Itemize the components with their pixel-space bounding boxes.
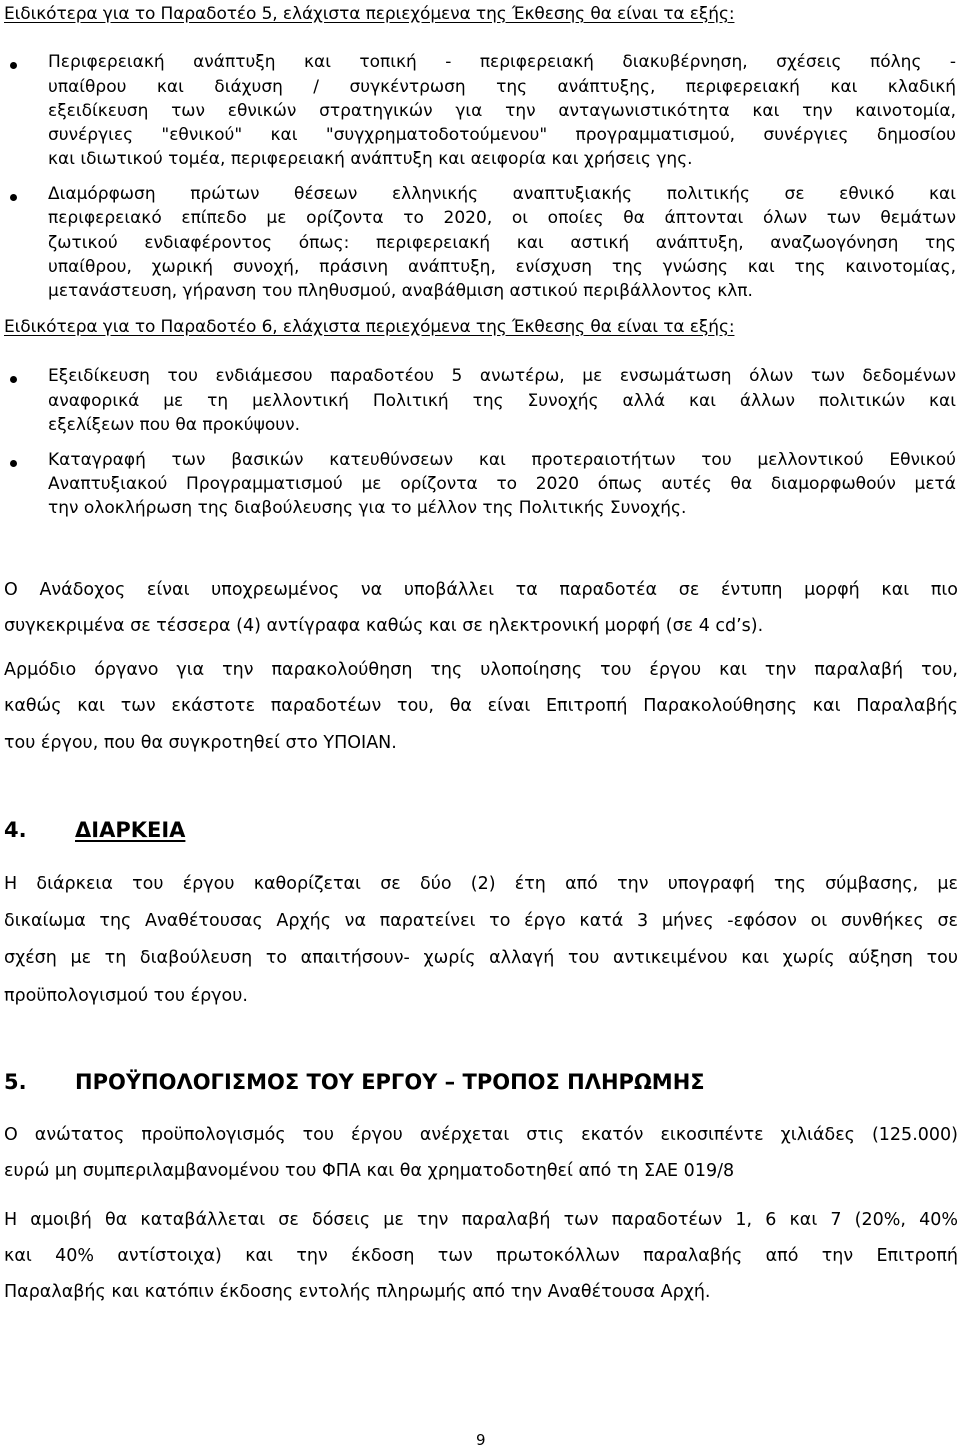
text-line: υπαίθρου, χωρική συνοχή, πράσινη ανάπτυξη, ενίσχυση της γνώσης και της καινοτομίας,	[48, 257, 956, 277]
text-line: ευρώ μη συμπεριλαμβανομένου του ΦΠΑ και θα χρηματοδοτηθεί από τη ΣΑΕ 019/8	[4, 1161, 735, 1181]
text-line: Εξειδίκευση του ενδιάμεσου παραδοτέου 5 ανωτέρω, με ενσωμάτωση όλων των δεδομένων	[48, 366, 956, 386]
text-line: εξελίξεων που θα προκύψουν.	[48, 415, 300, 435]
text-line: Η αμοιβή θα καταβάλλεται σε δόσεις με την παραλαβή των παραδοτέων 1, 6 και 7 (20%, 40%	[4, 1210, 958, 1230]
bullet-icon	[10, 460, 17, 467]
text-line: Περιφερειακή ανάπτυξη και τοπική - περιφερειακή διακυβέρνηση, σχέσεις πόλης -	[48, 52, 956, 72]
text-line: καθώς και των εκάστοτε παραδοτέων του, θα είναι Επιτροπή Παρακολούθησης και Παραλαβής	[4, 696, 958, 716]
text-line: εξειδίκευση των εθνικών στρατηγικών για την ανταγωνιστικότητα και την καινοτομία,	[48, 101, 956, 121]
bullet-icon	[10, 62, 17, 69]
text-line: Αρμόδιο όργανο για την παρακολούθηση της υλοποίησης του έργου και την παραλαβή του,	[4, 660, 958, 680]
text-line: και 40% αντίστοιχα) και την έκδοση των πρωτοκόλλων παραλαβής από την Επιτροπή	[4, 1246, 958, 1266]
section4-title: ΔΙΑΡΚΕΙΑ	[75, 818, 186, 842]
text-line: αναφορικά με τη μελλοντική Πολιτική της Συνοχής αλλά και άλλων πολιτικών και	[48, 391, 956, 411]
text-line: Ο Ανάδοχος είναι υποχρεωμένος να υποβάλλει τα παραδοτέα σε έντυπη μορφή και πιο	[4, 580, 958, 600]
text-line: σχέση με τη διαβούλευση το απαιτήσουν- χωρίς αλλαγή του αντικειμένου και χωρίς αύξηση του	[4, 948, 958, 968]
text-line: ζωτικού ενδιαφέροντος όπως: περιφερειακή και αστική ανάπτυξη, αναζωογόνηση της	[48, 233, 956, 253]
page-number: 9	[476, 1431, 486, 1449]
bullet-icon	[10, 194, 17, 201]
text-line: Η διάρκεια του έργου καθορίζεται σε δύο (2) έτη από την υπογραφή της σύμβασης, με	[4, 874, 958, 894]
text-line: Αναπτυξιακού Προγραμματισμού με ορίζοντα το 2020 όπως αυτές θα διαμορφωθούν μετά	[48, 474, 956, 494]
section4-number: 4.	[4, 818, 27, 842]
deliverable6-heading: Ειδικότερα για το Παραδοτέο 6, ελάχιστα περιεχόμενα της Έκθεσης θα είναι τα εξής:	[4, 317, 735, 337]
text-line: την ολοκλήρωση της διαβούλευσης για το μέλλον της Πολιτικής Συνοχής.	[48, 498, 687, 518]
deliverable5-heading: Ειδικότερα για το Παραδοτέο 5, ελάχιστα περιεχόμενα της Έκθεσης θα είναι τα εξής:	[4, 4, 735, 24]
text-line: περιφερειακό επίπεδο με ορίζοντα το 2020, οι οποίες θα άπτονται όλων των θεμάτων	[48, 208, 956, 228]
text-line: δικαίωμα της Αναθέτουσας Αρχής να παρατείνει το έργο κατά 3 μήνες -εφόσον οι συνθήκες σε	[4, 911, 958, 931]
text-line: Ο ανώτατος προϋπολογισμός του έργου ανέρχεται στις εκατόν εικοσιπέντε χιλιάδες (125.000)	[4, 1125, 958, 1145]
bullet-icon	[10, 376, 17, 383]
text-line: προϋπολογισμού του έργου.	[4, 986, 248, 1006]
text-line: και ιδιωτικού τομέα, περιφερειακή ανάπτυξη και αειφορία και χρήσεις γης.	[48, 149, 693, 169]
text-line: υπαίθρου και διάχυση / συγκέντρωση της ανάπτυξης, περιφερειακή και κλαδική	[48, 77, 956, 97]
text-line: συνέργιες "εθνικού" και "συγχρηματοδοτούμενου" προγραμματισμού, συνέργιες δημοσίου	[48, 125, 956, 145]
section5-title: ΠΡΟΫΠΟΛΟΓΙΣΜΟΣ ΤΟΥ ΕΡΓΟΥ – ΤΡΟΠΟΣ ΠΛΗΡΩΜΗΣ	[75, 1070, 705, 1094]
text-line: μετανάστευση, γήρανση του πληθυσμού, αναβάθμιση αστικού περιβάλλοντος κλπ.	[48, 281, 753, 301]
text-line: συγκεκριμένα σε τέσσερα (4) αντίγραφα καθώς και σε ηλεκτρονική μορφή (σε 4 cd’s).	[4, 616, 764, 636]
text-line: Διαμόρφωση πρώτων θέσεων ελληνικής αναπτυξιακής πολιτικής σε εθνικό και	[48, 184, 956, 204]
section5-number: 5.	[4, 1070, 27, 1094]
text-line: του έργου, που θα συγκροτηθεί στο ΥΠΟΙΑΝ.	[4, 733, 397, 753]
text-line: Καταγραφή των βασικών κατευθύνσεων και προτεραιοτήτων του μελλοντικού Εθνικού	[48, 450, 956, 470]
text-line: Παραλαβής και κατόπιν έκδοσης εντολής πληρωμής από την Αναθέτουσα Αρχή.	[4, 1282, 711, 1302]
